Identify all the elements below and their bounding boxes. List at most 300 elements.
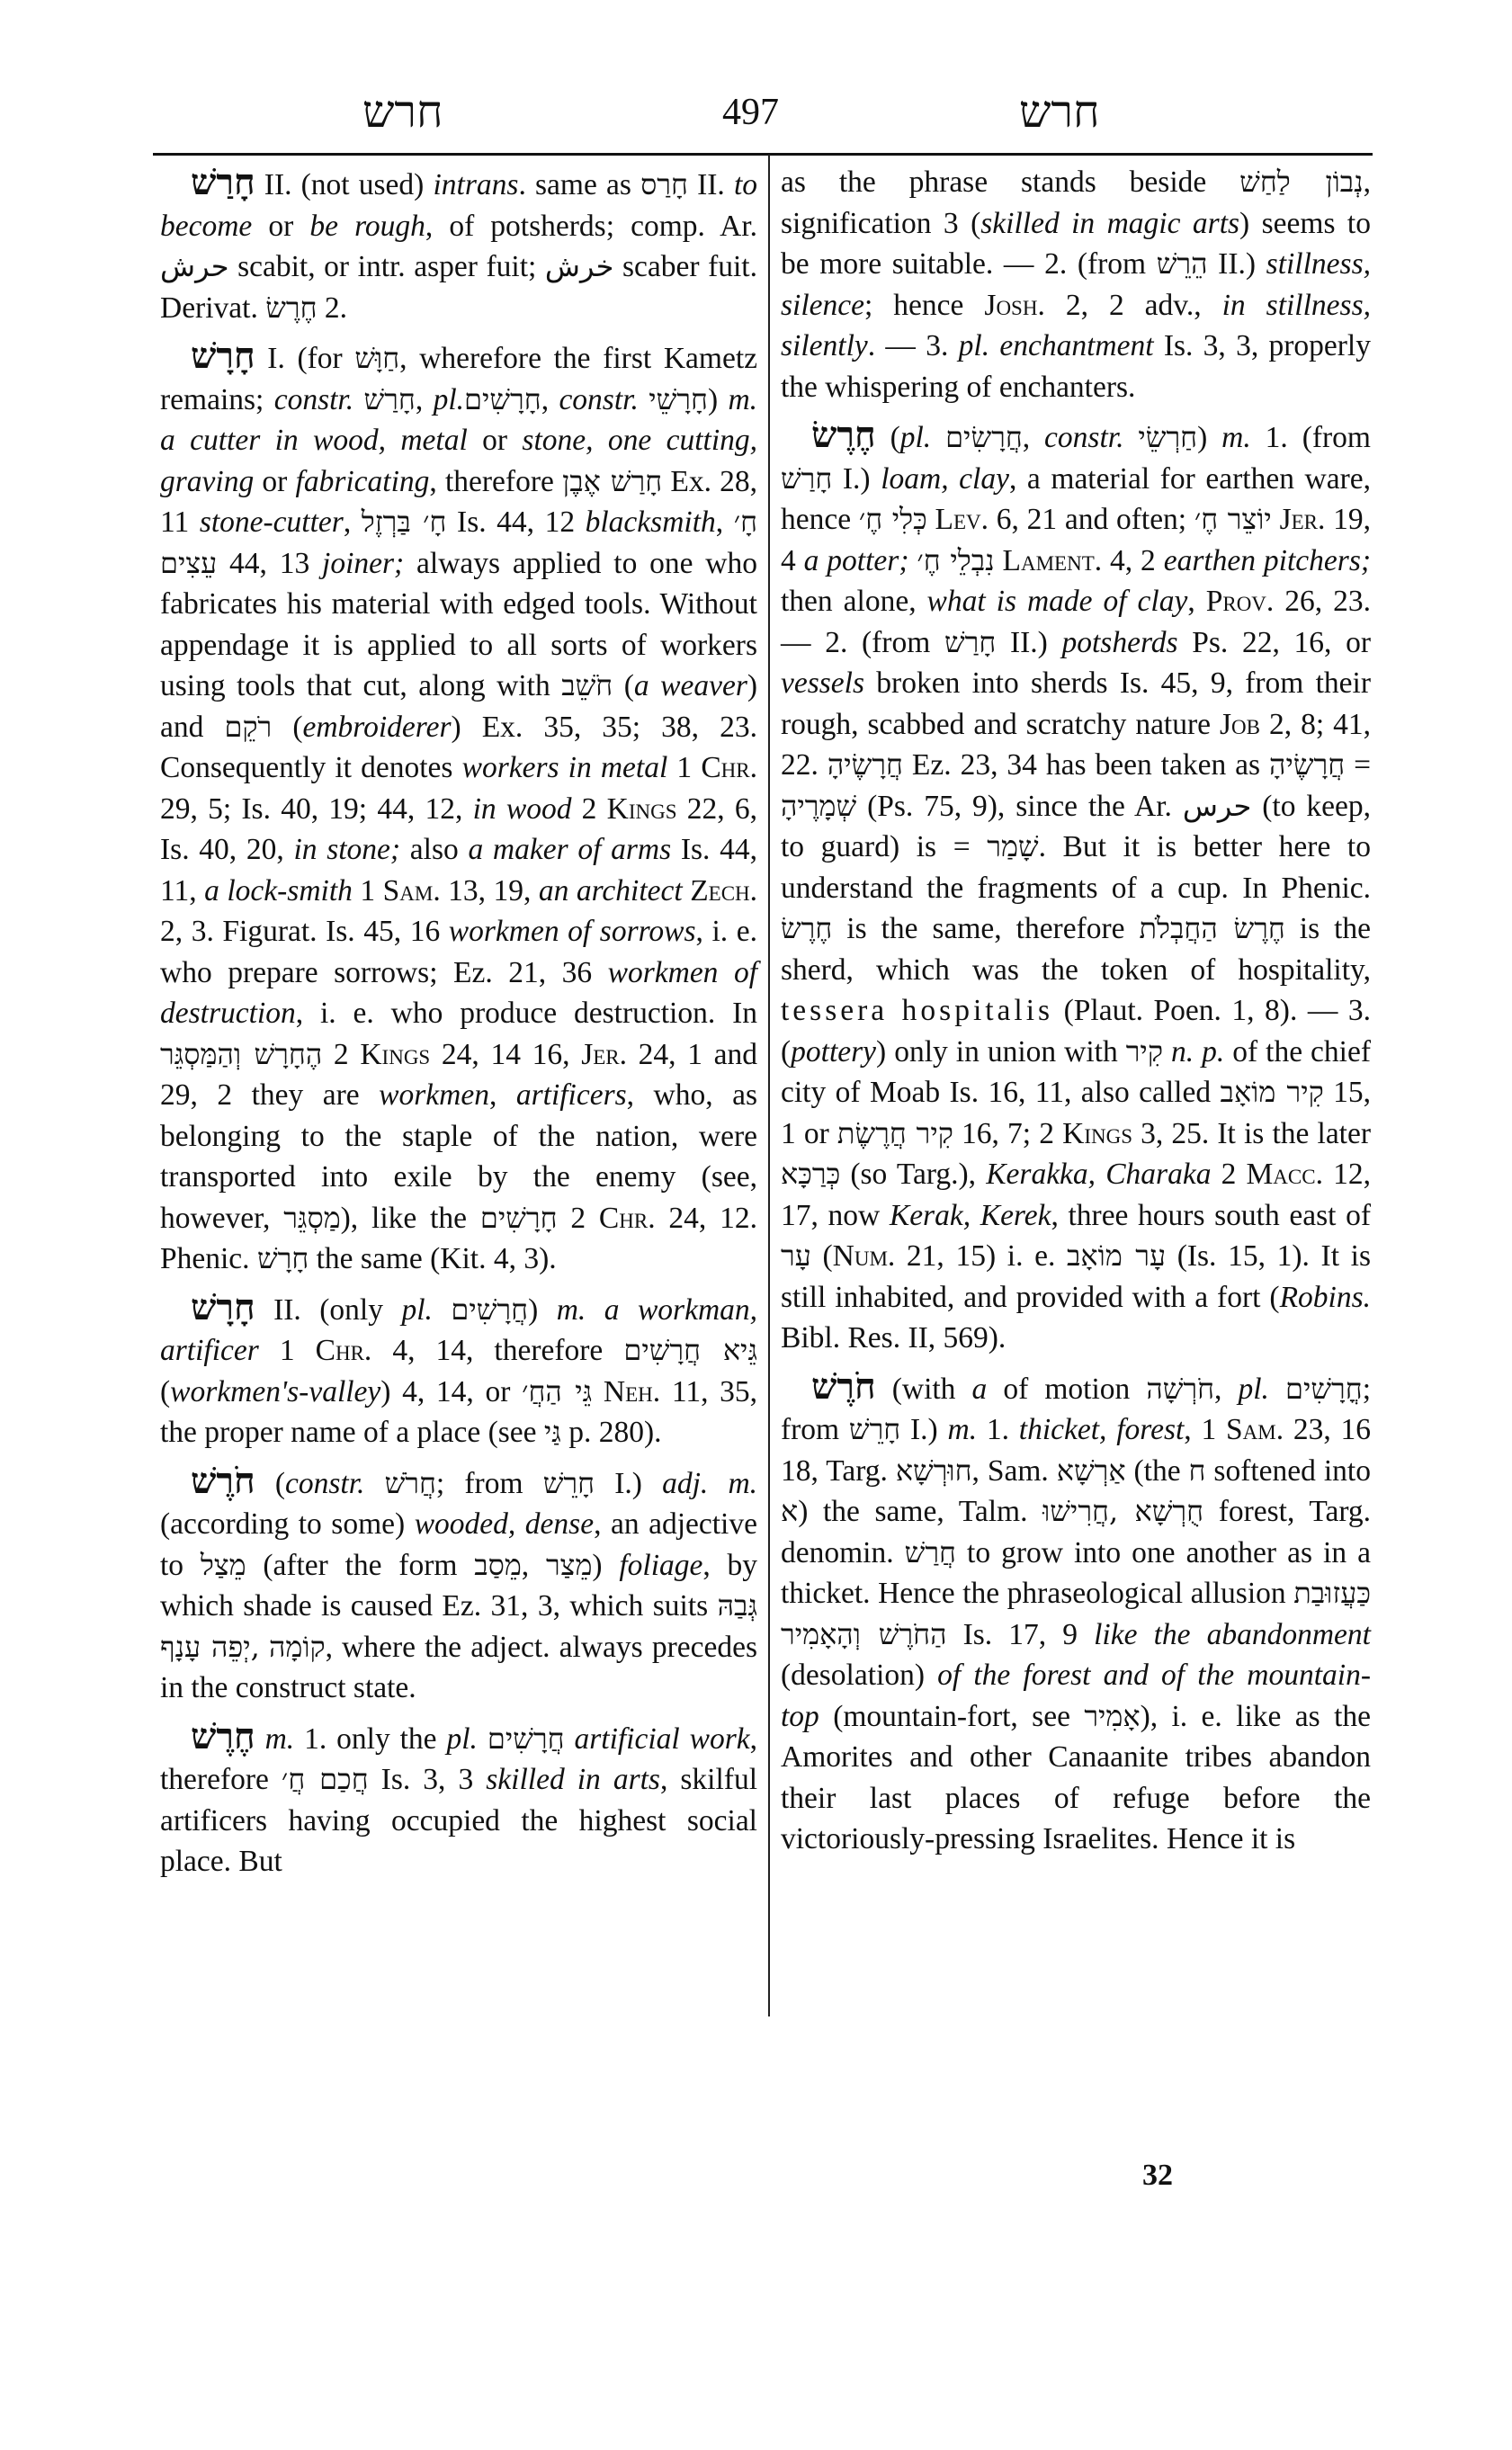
entry-text: , <box>521 1548 546 1582</box>
italic-text: joiner; <box>322 546 405 580</box>
italic-text: workmen <box>379 1078 489 1112</box>
italic-text: earthen pitchers; <box>1163 543 1372 577</box>
entry-text: ) and <box>160 669 758 744</box>
hebrew-word: נִבְלֵי חֶ׳ <box>917 542 995 577</box>
book-abbrev: Macc. <box>1246 1158 1323 1191</box>
right-column <box>781 162 1371 1867</box>
italic-text: m. <box>947 1413 978 1446</box>
entry-text: II.) <box>996 625 1062 659</box>
entry-text: or <box>254 464 296 498</box>
book-abbrev: Chr. <box>701 751 757 784</box>
italic-text: like the abandonment <box>1094 1617 1371 1651</box>
italic-text: a maker of arms <box>468 833 672 866</box>
hebrew-word: מֵסַב <box>474 1547 522 1582</box>
dictionary-entry <box>160 162 757 328</box>
hebrew-word: יוֹצֵר חֶ׳ <box>1194 502 1272 536</box>
entry-text <box>1123 421 1138 454</box>
hebrew-word: חֶרֶשׂ הַחֲבְלֹת <box>1139 911 1285 945</box>
entry-text: , <box>415 382 434 416</box>
entry-text: , therefore <box>160 1721 758 1796</box>
book-abbrev: Prov. <box>1205 585 1275 618</box>
book-abbrev: Num. <box>832 1239 896 1273</box>
entry-text: Ex. 28, 11 <box>160 464 758 539</box>
hebrew-word: חֲכַם חֲ׳ <box>281 1762 369 1796</box>
entry-text: , <box>541 382 559 416</box>
entry-text <box>683 874 690 908</box>
entry-text: 11, 35, the proper name of a place (see <box>160 1374 758 1449</box>
header-rule <box>153 153 1373 156</box>
hebrew-word: נְבוֹן לַחַשׁ <box>1239 165 1364 199</box>
italic-text: artificers <box>515 1078 627 1112</box>
hebrew-word: חֹרְשָׁה <box>1146 1371 1215 1406</box>
entry-text: the same (Kit. 4, 3). <box>309 1242 557 1275</box>
entry-text <box>478 1722 488 1756</box>
entry-text: (Plaut. Poen. 1, 8). — 3. ( <box>781 994 1371 1069</box>
book-abbrev: Lament. <box>1002 543 1103 577</box>
italic-text: a weaver <box>633 669 747 702</box>
entry-text: Is. 3, 3, properly the whispering of enchanters. <box>781 329 1371 404</box>
book-abbrev: Josh. <box>984 288 1045 322</box>
entry-text: 1 <box>352 873 383 908</box>
italic-text: what is made of clay <box>926 585 1188 618</box>
hebrew-word: קִיר חֲרֶשֶׂת <box>837 1115 953 1150</box>
italic-text: Kerakka, Charaka <box>986 1158 1212 1191</box>
italic-text: pl. <box>446 1721 478 1756</box>
entry-text: or <box>467 424 523 457</box>
entry-text: 12, 17, now <box>781 1158 1371 1232</box>
entry-text: 26, 23. — 2. (from <box>781 585 1371 659</box>
book-abbrev: Sam. <box>382 873 441 908</box>
italic-text: a potter; <box>803 543 909 577</box>
hebrew-word: חֲרֹשׁ <box>384 1465 436 1500</box>
hebrew-word: חֻרְשָׁא ,חֲרִישׁוּ <box>1042 1494 1204 1528</box>
headword: חֶרֶשׂ <box>811 414 876 456</box>
entry-text: ) the same, Talm. <box>798 1495 1043 1528</box>
dictionary-entry <box>781 1366 1371 1860</box>
hebrew-word: חֹשֵׁב <box>561 668 613 702</box>
entry-text: of the chief city of Moab Is. 16, 11, also called <box>781 1034 1372 1109</box>
entry-text: , an adjective to <box>160 1507 757 1582</box>
entry-text: Is. 44, 12 <box>446 505 586 539</box>
italic-text: loam, clay <box>881 461 1009 496</box>
hebrew-word: רֹקֵם <box>224 709 273 744</box>
entry-text: 21, 15) i. e. <box>895 1239 1067 1273</box>
italic-text: m. a cutter in wood, metal <box>160 382 758 457</box>
entry-text: ; hence <box>864 288 985 322</box>
entry-text: 23, 16 18, Targ. <box>781 1413 1372 1488</box>
italic-text: a lock-smith <box>204 873 353 908</box>
italic-text: workmen's-valley <box>170 1374 381 1408</box>
entry-text <box>565 1722 575 1756</box>
entry-text: 19, 4 <box>781 503 1371 577</box>
book-abbrev: Kings <box>1062 1116 1132 1150</box>
entry-text: 1. <box>977 1413 1019 1446</box>
entry-text: ) seems to be more suitable. — 2. (from <box>781 206 1371 281</box>
italic-text: in stillness, silently <box>781 288 1371 362</box>
entry-text: , signification 3 ( <box>781 165 1371 240</box>
hebrew-word: ח <box>1188 1453 1206 1488</box>
hebrew-word: גְּבַהּ ,יְפֵה עָנָף <box>160 1588 757 1664</box>
entry-text: 1 <box>258 1334 316 1367</box>
entry-text: ) <box>707 382 729 416</box>
italic-text: m. a workman, artificer <box>160 1292 758 1367</box>
entry-text: I.) <box>900 1413 948 1446</box>
entry-text: forest, Targ. denomin. <box>781 1495 1372 1569</box>
entry-text: ), i. e. like as the Amorites and other Canaanite tribes abandon their last places of refuge before the victoriously-pressing Israelites. Hence it is <box>781 1699 1371 1855</box>
entry-text: (according to some) <box>160 1507 415 1541</box>
italic-text: pl. <box>401 1292 433 1327</box>
hebrew-word: חֳרָשִׁים <box>1285 1371 1363 1406</box>
hebrew-word: הֶחָרָשׁ וְהַמַּסְגֵּר <box>160 1036 323 1071</box>
hebrew-word: כְּרַכָּא <box>781 1157 841 1191</box>
entry-text: , of potsherds; comp. Ar. <box>425 209 758 243</box>
headword: חֶרֶשׁ <box>191 1714 255 1757</box>
italic-text: artificial work <box>574 1721 750 1756</box>
hebrew-word: חָרַשׁ אֶבֶן <box>562 463 663 498</box>
entry-text: 24, 12. Phenic. <box>160 1201 757 1275</box>
entry-text: , <box>715 505 734 539</box>
dictionary-entry <box>160 1287 757 1453</box>
entry-text <box>364 1467 384 1500</box>
entry-text: , three hours south east of <box>1051 1198 1371 1232</box>
entry-text: is the same, therefore <box>832 912 1140 945</box>
italic-text: intrans <box>433 168 519 201</box>
hebrew-word: חָרַשׁ <box>781 460 833 496</box>
entry-text: , 1 <box>1184 1413 1226 1446</box>
entry-text: ), like the <box>340 1201 480 1235</box>
entry-text <box>433 1293 451 1327</box>
italic-text: be rough <box>309 209 425 243</box>
entry-text: 1. only the <box>294 1721 447 1756</box>
book-abbrev: Jer. <box>581 1037 627 1071</box>
italic-text: skilled in arts <box>486 1763 660 1796</box>
entry-text <box>260 1631 269 1664</box>
entry-text: , where the adject. always precedes in the construct state. <box>160 1630 758 1704</box>
entry-text: . But it is better here to understand the fragments of a cup. In Phenic. <box>781 830 1371 905</box>
entry-text: 4, 2 <box>1102 543 1164 577</box>
italic-text: adj. m. <box>662 1466 758 1500</box>
hebrew-word: חָרֵשׁ <box>542 1465 595 1500</box>
entry-text: I.) <box>832 461 881 496</box>
hebrew-word: מַסְגֵּר <box>283 1200 341 1235</box>
hebrew-word: א <box>781 1494 799 1528</box>
entry-text: 2, 3. Figurat. Is. 45, 16 <box>160 915 449 948</box>
entry-text: 2 <box>557 1201 599 1235</box>
italic-text: m. <box>1221 421 1251 454</box>
italic-text: workmen of destruction <box>160 955 758 1030</box>
italic-text: workmen of sorrows <box>448 915 696 948</box>
entry-text: I.) <box>595 1466 663 1500</box>
entry-text: 2. <box>317 291 348 325</box>
entry-text: ( <box>875 421 900 454</box>
italic-text: thicket, forest <box>1018 1413 1185 1446</box>
column-divider <box>768 155 770 2016</box>
entry-text: 29, 5; Is. 40, 19; 44, 12, <box>160 791 473 826</box>
italic-text: a <box>971 1372 988 1406</box>
entry-text: 24, 14 16, <box>430 1037 582 1071</box>
italic-text: pottery <box>791 1034 877 1069</box>
entry-text: 22, 6, Is. 40, 20, <box>160 791 758 866</box>
book-abbrev: Chr. <box>315 1334 372 1367</box>
hebrew-word: שָׁמַר <box>987 829 1039 863</box>
hebrew-word: חֲרָשִׁים <box>487 1721 565 1756</box>
hebrew-word: חָרָשֵׁי <box>649 381 708 416</box>
arabic-word: حرش <box>160 249 229 283</box>
hebrew-word: גַּי <box>543 1415 561 1449</box>
entry-text: 6, 21 and often; <box>988 503 1194 536</box>
hebrew-word: כַּעֲזוּבַת הַחֹרֶשׁ וְהָאָמִיר <box>781 1576 1371 1651</box>
entry-text: 4, 14, therefore <box>371 1334 624 1367</box>
entry-text: , <box>1214 1372 1239 1406</box>
italic-text: in stone; <box>293 833 401 866</box>
entry-text: 2 <box>1211 1158 1247 1191</box>
hebrew-word: חֶרֶשׂ <box>265 290 318 325</box>
book-abbrev: Job <box>1220 707 1260 741</box>
entry-text: (with <box>875 1372 972 1406</box>
entry-text: (Is. 15, 1). It is still inhabited, and provided with a fort ( <box>781 1239 1372 1314</box>
book-abbrev: Neh. <box>603 1374 661 1408</box>
entry-text: ; from <box>435 1466 543 1500</box>
arabic-word: حرس <box>1182 788 1252 823</box>
arabic-word: خرش <box>544 249 614 283</box>
entry-text: , wherefore the first Kametz remains; <box>160 342 757 416</box>
book-abbrev: Kings <box>606 791 677 826</box>
entry-text: also <box>400 833 469 866</box>
hebrew-word: כְּלִי חֶ׳ <box>858 502 927 536</box>
entry-text: ) only in union with <box>876 1034 1126 1069</box>
italic-text: pl. enchantment <box>958 329 1154 362</box>
left-column <box>160 162 757 1890</box>
page-header <box>160 85 1369 148</box>
entry-text: , <box>343 505 362 539</box>
italic-text: n. p. <box>1170 1034 1225 1069</box>
entry-text <box>353 383 363 416</box>
italic-text: workers in metal <box>461 751 668 784</box>
dictionary-entry <box>160 335 757 1280</box>
hebrew-word: חָ׳ בַּרְזֶל <box>361 505 447 539</box>
entry-text: II. <box>687 168 734 201</box>
entry-text: ; from <box>781 1372 1371 1446</box>
entry-text: II. (not used) <box>255 168 434 201</box>
entry-text: ( <box>613 669 634 702</box>
hebrew-word: חָרַס <box>640 167 688 201</box>
hebrew-word: חוּרְשָׁא <box>895 1453 972 1488</box>
italic-text: stone, one cutting, graving <box>160 424 757 498</box>
entry-text: , <box>1022 421 1045 454</box>
entry-text <box>1163 1035 1171 1069</box>
dictionary-entry <box>160 1716 757 1882</box>
entry-text <box>1272 503 1280 536</box>
entry-text: ( <box>810 1239 833 1273</box>
hebrew-word: חָרָשִׁים <box>464 381 541 416</box>
italic-text: embroiderer <box>302 710 452 744</box>
entry-text: 1 <box>667 751 702 784</box>
headword: חֹרֶשׁ <box>811 1364 876 1408</box>
entry-text: 15, 1 or <box>781 1076 1372 1150</box>
spaced-latin: tessera hospitalis <box>781 994 1054 1027</box>
italic-text: pl. <box>899 421 932 454</box>
entry-text: I. (for <box>255 342 355 375</box>
headword: חֹרֶשׁ <box>191 1459 255 1502</box>
entry-text: (the <box>1125 1453 1189 1488</box>
dictionary-entry <box>781 162 1371 407</box>
entry-text: scaber fuit. Derivat. <box>160 250 757 325</box>
entry-text: , skilful artificers having occupied the highest social place. But <box>160 1763 757 1878</box>
hebrew-word: חָרָשִׁים <box>479 1200 558 1235</box>
entry-text: (desolation) <box>781 1659 938 1692</box>
entry-text <box>255 1722 265 1756</box>
italic-text: wooded, dense <box>414 1507 595 1541</box>
entry-text: (Ps. 75, 9), since the Ar. <box>856 789 1183 823</box>
entry-text: ( <box>272 710 303 744</box>
hebrew-word: מֵצַר <box>545 1547 593 1582</box>
hebrew-word: אָמִיר <box>1084 1698 1141 1733</box>
hebrew-word: חַרְשֵׂי <box>1138 420 1198 454</box>
entry-text: 44, 13 <box>217 546 323 580</box>
italic-text: stone-cutter <box>199 505 344 539</box>
hebrew-word: חֶרֶשׂ <box>781 911 833 945</box>
page-number: 497 <box>722 92 779 133</box>
hebrew-word: חָרֵשׁ <box>848 1412 901 1446</box>
left-running-headword: חרש <box>362 85 443 138</box>
italic-text: Robins. <box>1279 1280 1371 1314</box>
book-abbrev: Sam. <box>1226 1413 1284 1446</box>
entry-text: broken into sherds Is. 45, 9, from their rough, scabbed and scratchy nature <box>781 666 1371 741</box>
entry-text: as the phrase stands beside <box>781 165 1240 199</box>
entry-text: 24, 1 and 29, 2 they are <box>160 1037 758 1112</box>
dictionary-entry <box>781 415 1371 1359</box>
italic-text: constr. <box>1044 421 1124 454</box>
hebrew-word: חָ׳ עֵצִים <box>160 505 758 580</box>
hebrew-word: חֲרָשֶׂיהָ <box>1269 747 1346 782</box>
entry-text: Ez. 23, 34 has been taken as <box>902 748 1270 782</box>
hebrew-word: חֲרָשִׁים <box>451 1292 529 1327</box>
entry-text: = <box>1345 748 1371 782</box>
entry-text: ) Ex. 35, 35; 38, 23. Consequently it denotes <box>160 710 758 784</box>
book-abbrev: Zech. <box>690 873 758 908</box>
headword: חָרָשׁ <box>191 1285 255 1328</box>
right-running-headword: חרש <box>1019 85 1100 138</box>
italic-text: of the forest and of the mountain-top <box>781 1659 1371 1733</box>
hebrew-word: חֲרָשִׂים <box>945 420 1023 454</box>
entry-text: ( <box>255 1466 285 1500</box>
italic-text: potsherds <box>1061 625 1178 659</box>
italic-text: pl. <box>433 382 465 416</box>
hebrew-word: חֲרַשׁ <box>904 1534 956 1569</box>
entry-text: 2, 2 adv., <box>1044 288 1222 322</box>
entry-text <box>639 383 649 416</box>
entry-text: . same as <box>518 168 641 201</box>
italic-text: constr. <box>273 382 354 416</box>
italic-text: skilled in magic arts <box>980 206 1240 240</box>
entry-text: ) <box>1197 421 1222 454</box>
italic-text: pl. <box>1238 1372 1269 1406</box>
entry-text: , <box>488 1078 516 1112</box>
italic-text: vessels <box>781 666 865 700</box>
entry-text: Is. 44, 11, <box>160 833 757 908</box>
signature-mark: 32 <box>1142 2159 1173 2192</box>
hebrew-word: גֵּי הַחֲ׳ <box>522 1373 593 1408</box>
hebrew-word: חָרַשׁ <box>944 624 997 659</box>
hebrew-word: קִיר מוֹאָב <box>1220 1075 1324 1109</box>
entry-text: 2 <box>322 1037 361 1071</box>
hebrew-word: קִיר <box>1125 1033 1163 1069</box>
entry-text: ) <box>528 1292 557 1327</box>
entry-text: Bibl. Res. II, 569). <box>781 1321 1007 1355</box>
entry-text: is the sherd, which was the token of hospitality, <box>781 912 1372 987</box>
book-abbrev: Jer. <box>1279 503 1326 536</box>
italic-text: constr. <box>559 382 639 416</box>
entry-text: , therefore <box>429 464 563 498</box>
entry-text: , i. e. who prepare sorrows; Ez. 21, 36 <box>160 915 757 989</box>
entry-text: ) 4, 14, or <box>380 1374 523 1408</box>
entry-text: II.) <box>1207 247 1266 281</box>
entry-text: (to keep, to guard) is = <box>781 789 1372 863</box>
hebrew-word: הֵרֵשׁ <box>1156 246 1208 281</box>
hebrew-word: שְׁמָרֶיהָ <box>781 788 857 823</box>
entry-text: 2 <box>571 791 607 826</box>
entry-text: 13, 19, <box>440 873 539 908</box>
entry-text: (after the form <box>246 1548 475 1582</box>
italic-text: to become <box>160 168 757 243</box>
entry-text: . — 3. <box>867 329 959 362</box>
italic-text: in wood <box>472 791 572 826</box>
entry-text <box>931 421 945 454</box>
hebrew-word: חַוָּשׁ <box>354 341 400 375</box>
entry-text: , Sam. <box>971 1453 1057 1488</box>
entry-text: then alone, <box>781 585 927 618</box>
headword: חָרָשׁ <box>191 335 255 377</box>
headword: חָרַשׁ <box>191 161 255 203</box>
entry-text: II. (only <box>255 1292 402 1327</box>
hebrew-word: עָר <box>781 1238 811 1273</box>
entry-text: of motion <box>987 1372 1147 1406</box>
hebrew-word: עָר מוֹאָב <box>1067 1238 1167 1273</box>
book-abbrev: Kings <box>360 1037 431 1071</box>
entry-text: or <box>252 209 310 243</box>
italic-text: an architect <box>538 873 683 908</box>
entry-text: , by which shade is caused Ez. 31, 3, which suits <box>160 1548 758 1623</box>
entry-text <box>592 1375 604 1408</box>
entry-text: , who, as belonging to the staple of the nation, were transported into exile by the enemy (see, however, <box>160 1078 757 1235</box>
book-abbrev: Lev. <box>935 503 989 536</box>
entry-text: 16, 7; 2 <box>953 1116 1063 1150</box>
italic-text: constr. <box>284 1466 365 1500</box>
italic-text: stillness, silence <box>781 247 1371 322</box>
entry-text: (mountain-fort, see <box>819 1699 1085 1733</box>
entry-text: 1. (from <box>1250 421 1371 454</box>
italic-text: blacksmith <box>585 505 716 539</box>
hebrew-word: קוֹמָה <box>268 1629 326 1664</box>
hebrew-word: גֵּיא חֲרָשִׁים <box>623 1333 758 1367</box>
entry-text: scabit, or intr. asper fuit; <box>228 250 545 283</box>
entry-text: to grow into one another as in a thicket. Hence the phraseological allusion <box>781 1535 1371 1610</box>
entry-text: , <box>1187 585 1206 618</box>
entry-text: (so Targ.), <box>840 1158 987 1191</box>
italic-text: Kerak, Kerek <box>889 1198 1051 1232</box>
hebrew-word: אַרְשָׁא <box>1056 1453 1126 1488</box>
hebrew-word: חָרָשׁ <box>256 1241 309 1275</box>
entry-text: Is. 3, 3 <box>368 1763 487 1796</box>
entry-text: , i. e. who produce destruction. In <box>295 997 757 1030</box>
italic-text: fabricating <box>295 464 430 498</box>
italic-text: foliage <box>619 1548 703 1582</box>
entry-text: ( <box>160 1374 171 1408</box>
entry-text: Ps. 22, 16, or <box>1177 625 1371 659</box>
book-abbrev: Chr. <box>598 1201 656 1235</box>
hebrew-word: חָרַשׁ <box>363 381 416 416</box>
entry-text <box>995 544 1003 577</box>
